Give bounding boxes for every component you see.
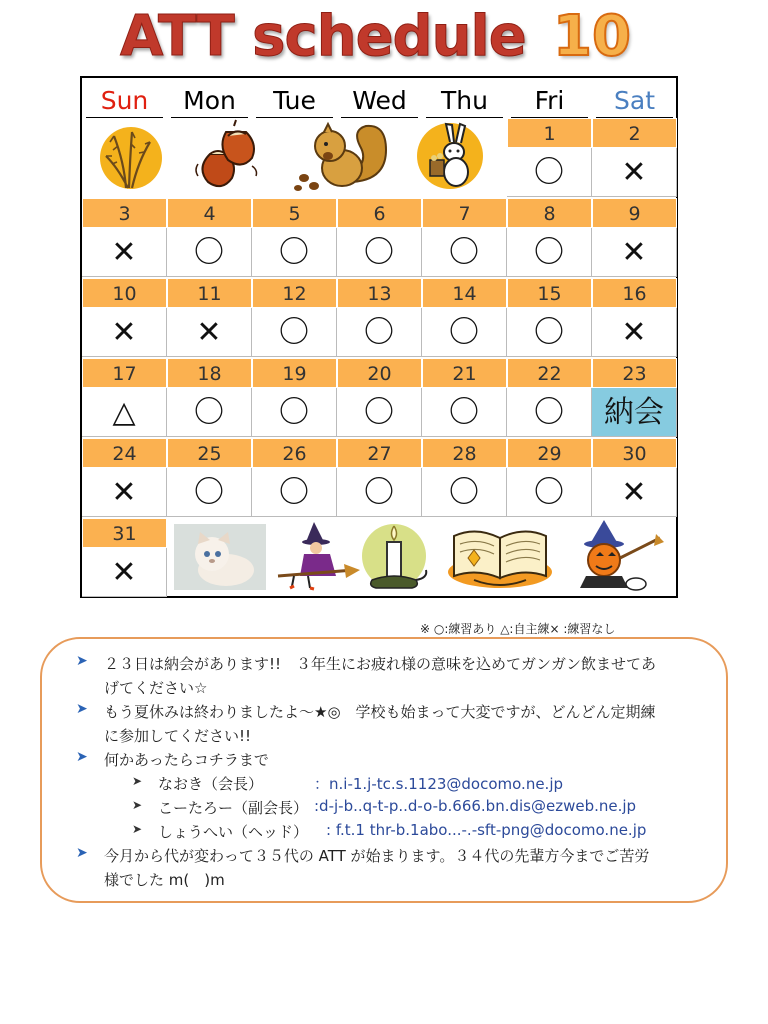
contact-name: しょうへい（ヘッド） xyxy=(158,823,309,841)
day-number: 7 xyxy=(422,198,507,228)
day-number: 4 xyxy=(167,198,252,228)
day-number: 8 xyxy=(507,198,592,228)
practice-mark: ✕ xyxy=(592,308,677,357)
day-number: 2 xyxy=(592,118,677,148)
day-number: 31 xyxy=(82,518,167,548)
practice-mark: 〇 xyxy=(167,388,252,437)
info-text: 何かあったらコチラまで xyxy=(104,751,269,769)
bullet-arrow-icon: ➤ xyxy=(76,845,88,861)
open-book-icon xyxy=(444,518,556,594)
practice-mark: 〇 xyxy=(337,388,422,437)
header xyxy=(0,2,768,74)
practice-mark: ✕ xyxy=(82,228,167,277)
info-text: 様でした m( )m xyxy=(104,871,225,889)
weekday-fri: Fri xyxy=(507,78,592,118)
day-number: 24 xyxy=(82,438,167,468)
practice-mark: 納会 xyxy=(592,388,677,437)
pampas-grass-icon xyxy=(96,122,166,192)
practice-mark: 〇 xyxy=(337,228,422,277)
practice-mark: 〇 xyxy=(252,228,337,277)
sub-bullet-arrow-icon: ➤ xyxy=(132,822,143,836)
day-number: 29 xyxy=(507,438,592,468)
day-number: 15 xyxy=(507,278,592,308)
practice-mark: 〇 xyxy=(422,468,507,517)
calendar-grid xyxy=(82,78,676,596)
day-number: 13 xyxy=(337,278,422,308)
weekday-thu: Thu xyxy=(422,78,507,118)
rabbit-moon-icon xyxy=(414,120,494,192)
day-number: 21 xyxy=(422,358,507,388)
day-number: 11 xyxy=(167,278,252,308)
day-number: 27 xyxy=(337,438,422,468)
pumpkin-witch-icon xyxy=(570,518,664,594)
practice-mark: 〇 xyxy=(252,388,337,437)
day-number: 20 xyxy=(337,358,422,388)
practice-mark: 〇 xyxy=(252,308,337,357)
weekday-sat: Sat xyxy=(592,78,677,118)
sub-bullet-arrow-icon: ➤ xyxy=(132,798,143,812)
day-number: 10 xyxy=(82,278,167,308)
info-text: ２３日は納会があります!! ３年生にお疲れ様の意味を込めてガンガン飲ませてあ xyxy=(104,655,657,673)
day-number: 5 xyxy=(252,198,337,228)
info-text: もう夏休みは終わりましたよ～★◎ 学校も始まって大変ですが、どんどん定期練 xyxy=(104,703,656,721)
practice-mark: △ xyxy=(82,388,167,437)
witch-icon xyxy=(274,520,360,592)
chestnuts-icon xyxy=(190,116,262,190)
practice-mark: 〇 xyxy=(422,228,507,277)
day-number: 1 xyxy=(507,118,592,148)
contact-email: ：n.i-1.j-tc.s.1123@docomo.ne.jp xyxy=(314,775,564,793)
sub-bullet-arrow-icon: ➤ xyxy=(132,774,143,788)
weekday-tue: Tue xyxy=(252,78,337,118)
weekday-wed: Wed xyxy=(337,78,422,118)
weekday-mon: Mon xyxy=(167,78,252,118)
practice-mark: 〇 xyxy=(507,228,592,277)
practice-mark: ✕ xyxy=(82,308,167,357)
day-number: 26 xyxy=(252,438,337,468)
squirrel-icon xyxy=(290,116,390,192)
info-text: げてください☆ xyxy=(104,679,208,697)
candle-icon xyxy=(358,520,438,592)
practice-mark: 〇 xyxy=(167,468,252,517)
day-number: 19 xyxy=(252,358,337,388)
info-text: 今月から代が変わって３５代の ATT が始まります。３４代の先輩方今までご苦労 xyxy=(104,847,650,865)
day-number: 16 xyxy=(592,278,677,308)
practice-mark: 〇 xyxy=(507,148,592,197)
practice-mark: ✕ xyxy=(592,148,677,197)
calendar xyxy=(80,76,678,598)
practice-mark: 〇 xyxy=(167,228,252,277)
day-number: 25 xyxy=(167,438,252,468)
practice-mark: 〇 xyxy=(507,468,592,517)
day-number: 14 xyxy=(422,278,507,308)
weekday-sun: Sun xyxy=(82,78,167,118)
practice-mark: ✕ xyxy=(82,548,167,597)
contact-name: こーたろー（副会長） xyxy=(158,799,309,817)
day-number: 9 xyxy=(592,198,677,228)
page-title: ATT schedule xyxy=(120,4,526,69)
practice-mark: ✕ xyxy=(592,228,677,277)
practice-mark: 〇 xyxy=(337,468,422,517)
month-number: 10 xyxy=(553,4,631,69)
day-number: 3 xyxy=(82,198,167,228)
practice-mark: 〇 xyxy=(507,308,592,357)
practice-mark: ✕ xyxy=(82,468,167,517)
kitten-photo xyxy=(174,524,266,590)
day-number: 17 xyxy=(82,358,167,388)
bullet-arrow-icon: ➤ xyxy=(76,701,88,717)
day-number: 23 xyxy=(592,358,677,388)
info-text: に参加してください!! xyxy=(104,727,252,745)
practice-mark: 〇 xyxy=(422,308,507,357)
contact-email: :d-j-b..q-t-p..d-o-b.666.bn.dis@ezweb.ne.jp xyxy=(314,797,637,815)
practice-mark: 〇 xyxy=(507,388,592,437)
practice-mark: 〇 xyxy=(252,468,337,517)
bullet-arrow-icon: ➤ xyxy=(76,749,88,765)
day-number: 30 xyxy=(592,438,677,468)
contact-name: なおき（会長） xyxy=(158,775,264,793)
day-number: 18 xyxy=(167,358,252,388)
bullet-arrow-icon: ➤ xyxy=(76,653,88,669)
practice-mark: ✕ xyxy=(167,308,252,357)
practice-mark: 〇 xyxy=(337,308,422,357)
contact-email: : f.t.1 thr-b.1abo...-.-sft-png@docomo.ne.jp xyxy=(326,821,647,839)
day-number: 12 xyxy=(252,278,337,308)
info-box xyxy=(40,637,728,903)
practice-mark: 〇 xyxy=(422,388,507,437)
day-number: 6 xyxy=(337,198,422,228)
practice-mark: ✕ xyxy=(592,468,677,517)
day-number: 22 xyxy=(507,358,592,388)
day-number: 28 xyxy=(422,438,507,468)
legend: ※ ○:練習あり △:自主練× :練習なし xyxy=(420,622,616,636)
